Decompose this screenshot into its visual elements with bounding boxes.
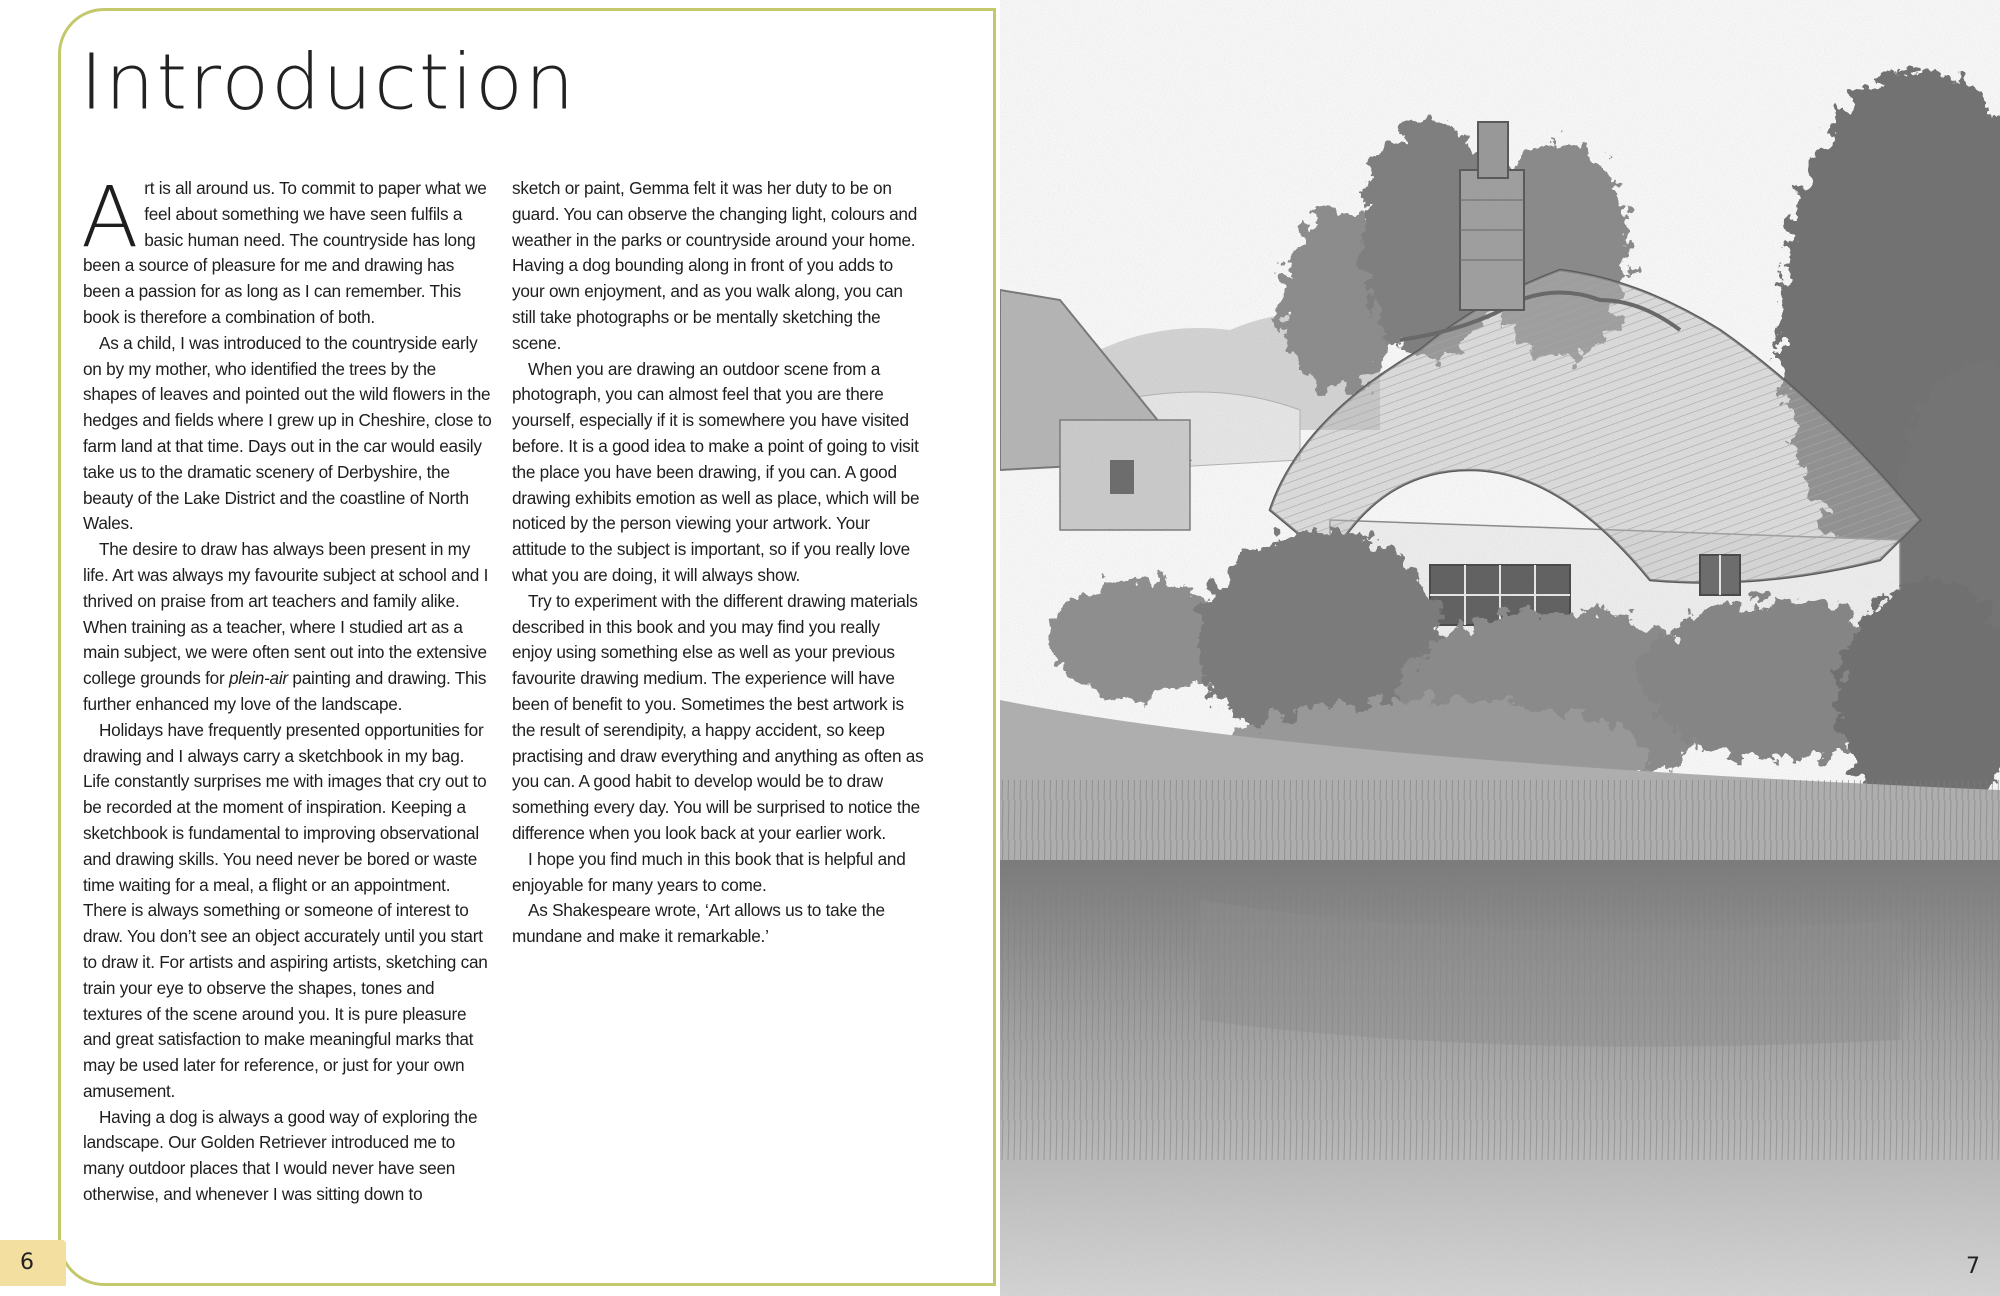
page-number-left: 6 xyxy=(20,1250,34,1275)
paragraph-2: As a child, I was introduced to the countryside early on by my mother, who identified the trees by the shapes of leaves and pointed out the wild flowers in the hedges and fields where I grew up in Cheshire, close to farm land at that time. Days out in the car would easily take us to the dramatic scenery of Derbyshire, the beauty of the Lake District and the coastline of North Wales. xyxy=(83,332,492,534)
paragraph-4: Holidays have frequently presented opportunities for drawing and I always carry a sketchbook in my bag. Life constantly surprises me with images that cry out to be recorded at the moment of inspiration. Keeping a sketchbook is fundamental to improving observational and drawing skills. You need never be bored or waste time waiting for a meal, a flight or an appointment. There is always something or someone of interest to draw. You don’t see an object accurately until you start to draw it. For artists and aspiring artists, sketching can train your eye to observe the shapes, tones and textures of the scene around you. It is pure pleasure and great satisfaction to make meaningful marks that may be used later for reference, or just for your own amusement. xyxy=(83,719,488,1101)
paragraph-8: Try to experiment with the different drawing materials described in this book and you may find you really enjoy using something else as well as your previous favourite drawing medium. The experience will have been of benefit to you. Sometimes the best artwork is the result of serendipity, a happy accident, so keep practising and draw everything and anything as often as you can. A good habit to develop would be to draw something every day. You will be surprised to notice the difference when you look back at your earlier work. xyxy=(512,590,924,843)
italic-term: plein-air xyxy=(228,668,288,689)
page-title: Introduction xyxy=(80,38,577,128)
paragraph-1 xyxy=(81,168,493,331)
text-column-1 xyxy=(81,168,493,1208)
paragraph-10: As Shakespeare wrote, ‘Art allows us to take the mundane and make it remarkable.’ xyxy=(512,900,885,947)
paragraph-1-text: rt is all around us. To commit to paper what we feel about something we have seen fulfils a basic human need. The countryside has long been a source of pleasure for me and drawing has been a passion for as long as I can remember. This book is therefore a combination of both. xyxy=(83,178,487,327)
paragraph-7: When you are drawing an outdoor scene from a photograph, you can almost feel that you are there yourself, especially if it is somewhere you have visited before. It is a good idea to make a point of going to visit the place you have been drawing, if you can. A good drawing exhibits emotion as well as place, which will be noticed by the person viewing your artwork. Your attitude to the subject is important, so if you really love what you are doing, it will always show. xyxy=(512,358,920,585)
drop-cap: A xyxy=(81,168,139,266)
paragraph-5: Having a dog is always a good way of exploring the landscape. Our Golden Retriever introduced me to many outdoor places that I would never have seen otherwise, and whenever I was sitting down to xyxy=(83,1106,478,1205)
text-column-2 xyxy=(512,176,924,950)
right-page xyxy=(1000,0,2000,1296)
paragraph-3: The desire to draw has always been present in my life. Art was always my favourite subject at school and I thrived on praise from art teachers and family alike. When training as a teacher, where I studied art as a main subject, we were often sent out into the extensive college grounds for plein-air painting and drawing. This further enhanced my love of the landscape. xyxy=(83,539,489,714)
paragraph-9: I hope you find much in this book that is helpful and enjoyable for many years to come. xyxy=(512,848,906,895)
page-number-right: 7 xyxy=(1966,1254,1980,1279)
village-pond-drawing xyxy=(1000,0,2000,1296)
paragraph-6: sketch or paint, Gemma felt it was her duty to be on guard. You can observe the changing light, colours and weather in the parks or countryside around your home. Having a dog bounding along in front of you adds to your own enjoyment, and as you walk along, you can still take photographs or be mentally sketching the scene. xyxy=(512,178,918,353)
